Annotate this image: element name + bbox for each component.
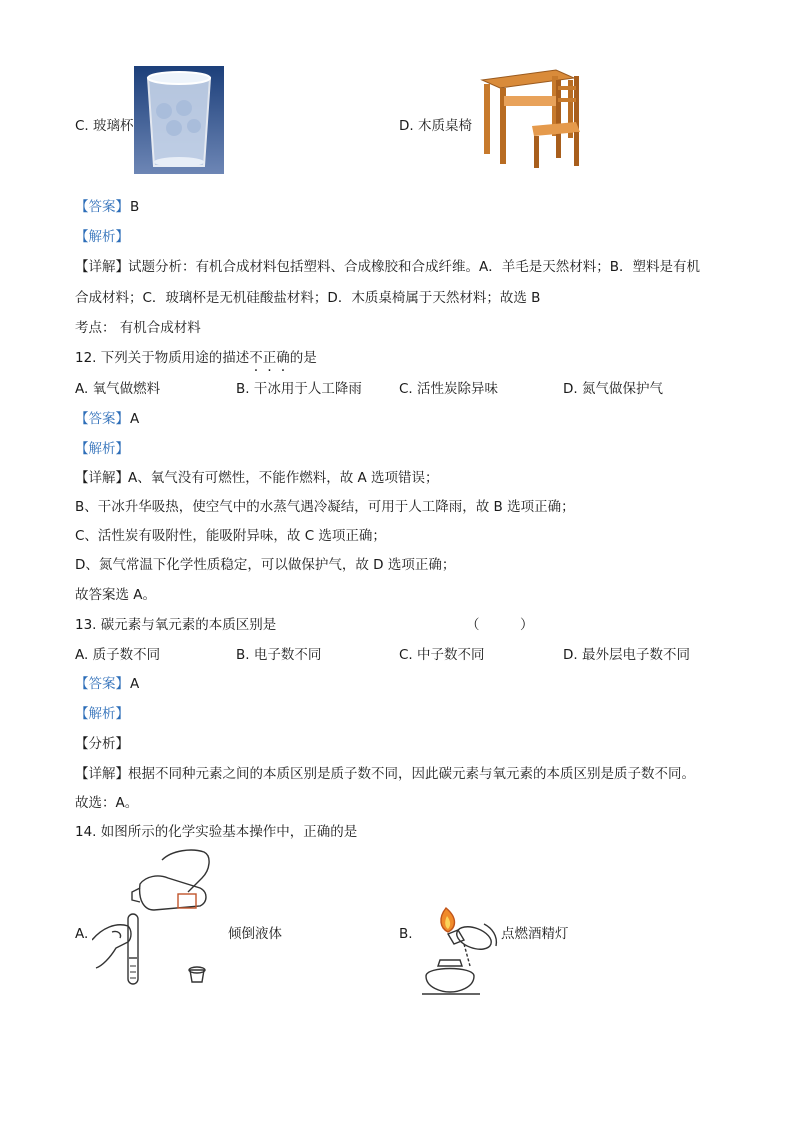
- pouring-liquid-image: [92, 848, 222, 994]
- q13-analysis-tag: 【解析】: [75, 706, 129, 722]
- q12-answer-tag: 【答案】: [75, 411, 129, 427]
- q13-option-b: B. 电子数不同: [236, 647, 322, 663]
- q13-paren-close: ）: [520, 617, 534, 633]
- q13-stem: 13. 碳元素与氧元素的本质区别是: [75, 617, 277, 633]
- q12-option-b: B. 干冰用于人工降雨: [236, 381, 362, 397]
- q12-analysis-tag: 【解析】: [75, 441, 129, 457]
- q14-option-b-text: 点燃酒精灯: [501, 926, 569, 942]
- q13-answer-value: A: [130, 676, 140, 692]
- q12-stem-before: 12. 下列关于物质用途的描述: [75, 350, 250, 366]
- q12-detail-d: D、氮气常温下化学性质稳定，可以做保护气，故 D 选项正确；: [75, 557, 456, 573]
- q13-detail: 根据不同种元素之间的本质区别是质子数不同，因此碳元素与氧元素的本质区别是质子数不同。: [128, 766, 695, 782]
- q11-answer-tag: 【答案】: [75, 199, 129, 215]
- q14-option-b-letter: B.: [399, 926, 413, 942]
- q11-kaodian: 考点： 有机合成材料: [75, 320, 201, 336]
- q12-stem-emph-3: 确: [276, 350, 290, 366]
- q11-detail-line2: 合成材料；C．玻璃杯是无机硅酸盐材料；D．木质桌椅属于天然材料；故选 B: [75, 290, 541, 306]
- q13-conclusion: 故选：A。: [75, 795, 139, 811]
- q11-option-d-label: D. 木质桌椅: [399, 118, 472, 134]
- glass-cup-image: [134, 66, 224, 174]
- q13-option-c: C. 中子数不同: [399, 647, 485, 663]
- lighting-alcohol-lamp-image: [418, 904, 500, 996]
- q12-answer-value: A: [130, 411, 140, 427]
- q11-detail-line1: 试题分析：有机合成材料包括塑料、合成橡胶和合成纤维。A．羊毛是天然材料；B．塑料是有机: [128, 259, 700, 275]
- q12-stem-after: 的是: [289, 350, 317, 366]
- q12-detail-b: B、干冰升华吸热，使空气中的水蒸气遇冷凝结，可用于人工降雨，故 B 选项正确；: [75, 499, 575, 515]
- q12-stem-emph-2: 正: [262, 350, 277, 366]
- q12-stem: [75, 349, 317, 367]
- q11-answer-value: B: [130, 199, 140, 215]
- q14-option-a-letter: A.: [75, 926, 89, 942]
- q13-paren-open: （: [466, 617, 480, 633]
- q12-stem-emph-1: 不: [249, 350, 263, 366]
- q13-answer-tag: 【答案】: [75, 676, 129, 692]
- q11-detail-tag: 【详解】: [75, 259, 129, 275]
- q14-option-a-text: 倾倒液体: [228, 926, 282, 942]
- q13-option-a: A. 质子数不同: [75, 647, 161, 663]
- q13-detail-tag: 【详解】: [75, 766, 129, 782]
- wooden-desk-chair-image: [476, 66, 586, 170]
- q11-option-c-label: C. 玻璃杯: [75, 118, 134, 134]
- q12-detail-c: C、活性炭有吸附性，能吸附异味，故 C 选项正确；: [75, 528, 386, 544]
- q12-conclusion: 故答案选 A。: [75, 587, 157, 603]
- q12-option-d: D. 氮气做保护气: [563, 381, 663, 397]
- q11-analysis-tag: 【解析】: [75, 229, 129, 245]
- q13-fenxi-tag: 【分析】: [75, 736, 129, 752]
- q12-detail-tag: 【详解】: [75, 470, 129, 486]
- q12-option-c: C. 活性炭除异味: [399, 381, 499, 397]
- q14-stem: 14. 如图所示的化学实验基本操作中，正确的是: [75, 824, 358, 840]
- q12-detail-a: A、氧气没有可燃性，不能作燃料，故 A 选项错误；: [128, 470, 439, 486]
- q12-option-a: A. 氧气做燃料: [75, 381, 161, 397]
- q13-option-d: D. 最外层电子数不同: [563, 647, 690, 663]
